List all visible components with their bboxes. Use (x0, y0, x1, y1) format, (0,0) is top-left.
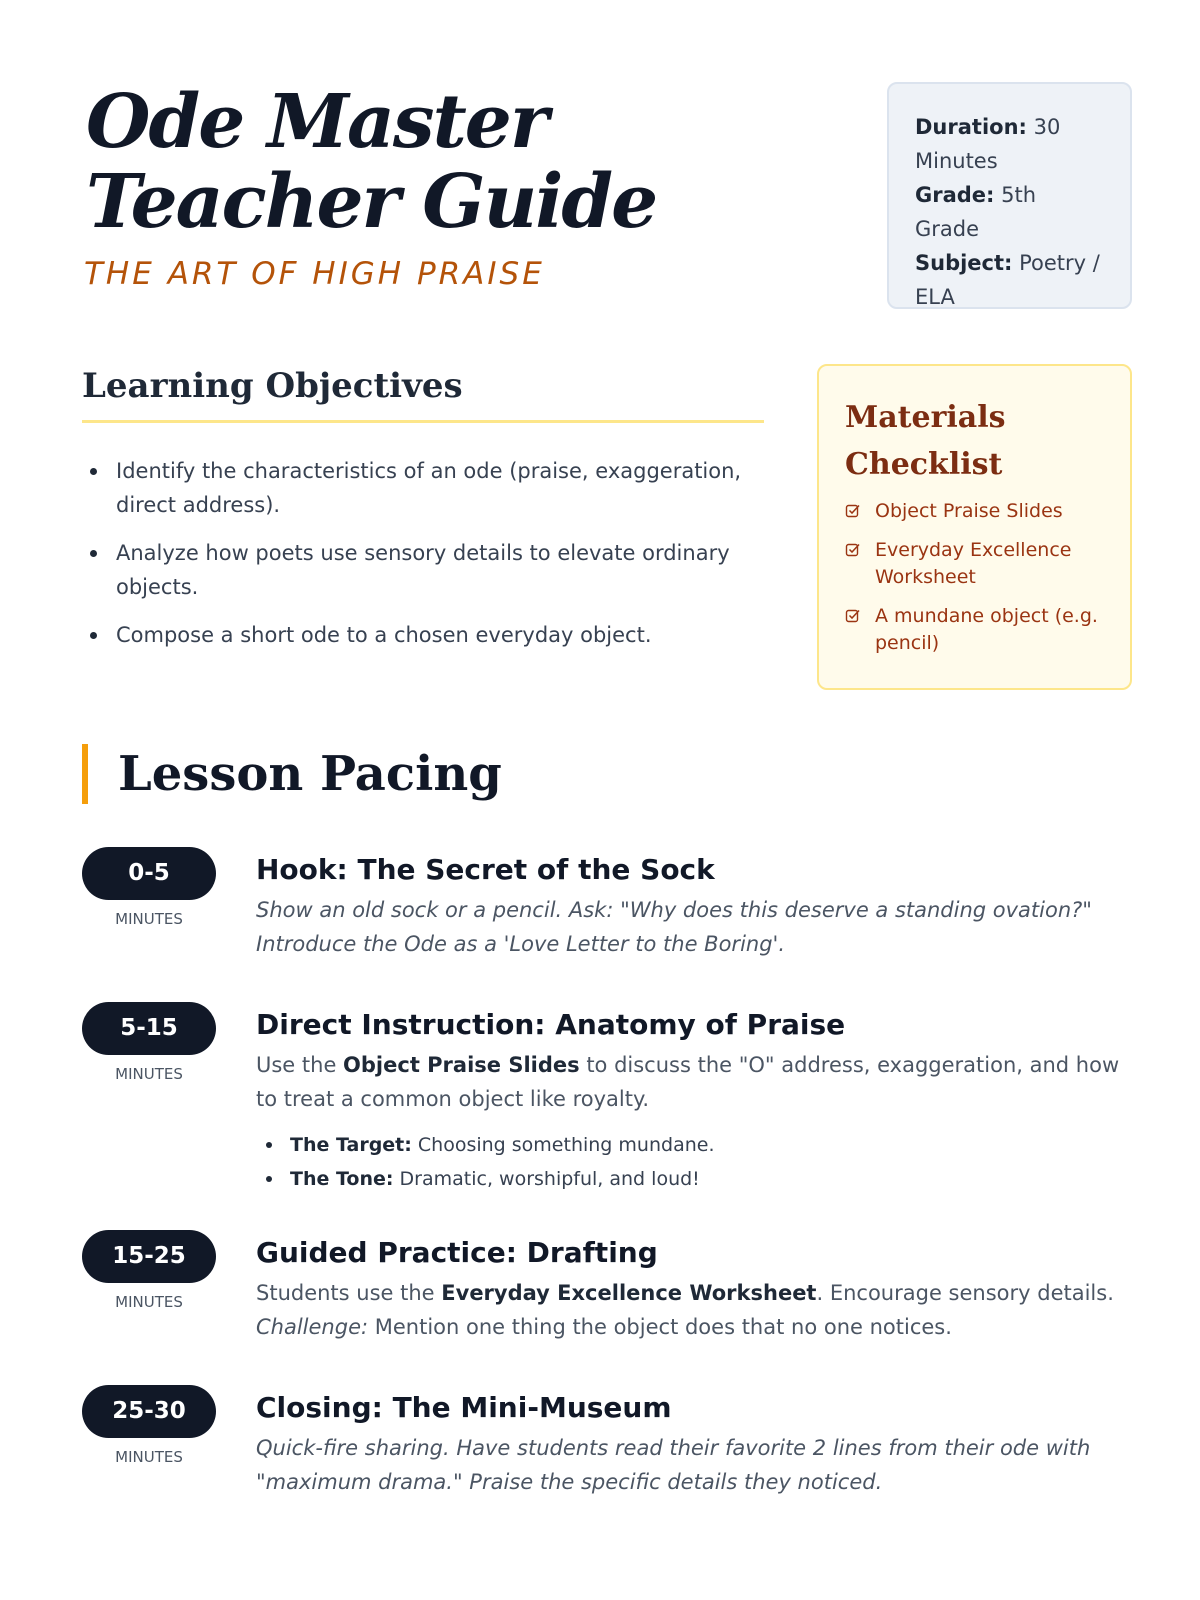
bullet-label: The Target: (290, 1134, 412, 1156)
checklist-item (845, 537, 1104, 591)
time-unit: MINUTES (115, 1293, 183, 1311)
checkbox-icon (845, 503, 861, 519)
list-item (256, 1162, 1136, 1196)
subject-value: Poetry / ELA (915, 251, 1100, 309)
checklist-item-label: Object Praise Slides (875, 500, 1063, 522)
time-range: 5-15 (82, 1002, 216, 1055)
step-bullet-list (256, 1128, 1136, 1196)
checklist-item (845, 603, 1104, 657)
desc-text: . Encourage sensory details. (816, 1281, 1114, 1305)
step-body (256, 1389, 1136, 1499)
desc-text: Use the (256, 1053, 344, 1077)
step-body (256, 1234, 1136, 1344)
checkbox-icon (845, 542, 861, 558)
list-item: Identify the characteristics of an ode (praise, exaggeration, direct address). (82, 454, 752, 522)
step-body (256, 1006, 1136, 1196)
time-unit: MINUTES (115, 910, 183, 928)
step-title: Hook: The Secret of the Sock (256, 853, 715, 886)
list-item: Analyze how poets use sensory details to elevate ordinary objects. (82, 536, 752, 604)
desc-text: to discuss the "O" address, exaggeration, and how to treat a common object like royalty. (256, 1053, 1120, 1111)
grade-value: 5th Grade (915, 183, 1037, 241)
time-range: 25-30 (82, 1385, 216, 1438)
duration-value: 30 Minutes (915, 115, 1061, 173)
step-title: Guided Practice: Drafting (256, 1236, 658, 1269)
duration-label: Duration: (915, 115, 1027, 139)
step-description: Quick-fire sharing. Have students read their favorite 2 lines from their ode with "maximum drama." Praise the specific details they noticed. (256, 1436, 1091, 1494)
objectives-heading: Learning Objectives (82, 366, 764, 423)
desc-text: Mention one thing the object does that no one notices. (368, 1315, 952, 1339)
time-badge (82, 1230, 216, 1311)
time-range: 0-5 (82, 847, 216, 900)
step-body (256, 851, 1136, 961)
desc-text: Students use the (256, 1281, 442, 1305)
checklist-item-label: A mundane object (e.g. pencil) (875, 605, 1098, 654)
checklist-item-label: Everyday Excellence Worksheet (875, 539, 1072, 588)
bullet-text: Choosing something mundane. (411, 1134, 715, 1156)
list-item: Compose a short ode to a chosen everyday object. (82, 618, 752, 652)
grade-label: Grade: (915, 183, 995, 207)
step-description (256, 1276, 1136, 1344)
bullet-text: Dramatic, worshipful, and loud! (393, 1168, 700, 1190)
desc-emphasis: Object Praise Slides (343, 1053, 580, 1077)
step-title: Direct Instruction: Anatomy of Praise (256, 1008, 846, 1041)
step-title: Closing: The Mini-Museum (256, 1391, 672, 1424)
bullet-label: The Tone: (290, 1168, 394, 1190)
time-unit: MINUTES (115, 1448, 183, 1466)
time-badge (82, 847, 216, 928)
subject-label: Subject: (915, 251, 1013, 275)
subject-row (915, 246, 1104, 314)
time-range: 15-25 (82, 1230, 216, 1283)
list-item (256, 1128, 1136, 1162)
desc-emphasis: Everyday Excellence Worksheet (441, 1281, 817, 1305)
duration-row (915, 110, 1104, 178)
time-unit: MINUTES (115, 1065, 183, 1083)
step-description: Show an old sock or a pencil. Ask: "Why does this deserve a standing ovation?" Introduce the Ode as a 'Love Letter to the Boring'. (256, 898, 1092, 956)
time-badge (82, 1002, 216, 1083)
desc-italic: Challenge: (256, 1315, 369, 1339)
materials-heading: Materials Checklist (845, 400, 1006, 482)
checkbox-icon (845, 608, 861, 624)
page-subtitle: THE ART OF HIGH PRAISE (84, 256, 545, 292)
grade-row (915, 178, 1104, 246)
materials-checklist-box (817, 364, 1132, 690)
page-title: Ode Master Teacher Guide (86, 79, 657, 245)
checklist-item (845, 498, 1104, 525)
time-badge (82, 1385, 216, 1466)
objectives-list (82, 454, 752, 666)
pacing-heading: Lesson Pacing (82, 744, 502, 804)
step-description (256, 1048, 1136, 1116)
materials-list (845, 498, 1104, 657)
lesson-info-box (887, 82, 1132, 309)
